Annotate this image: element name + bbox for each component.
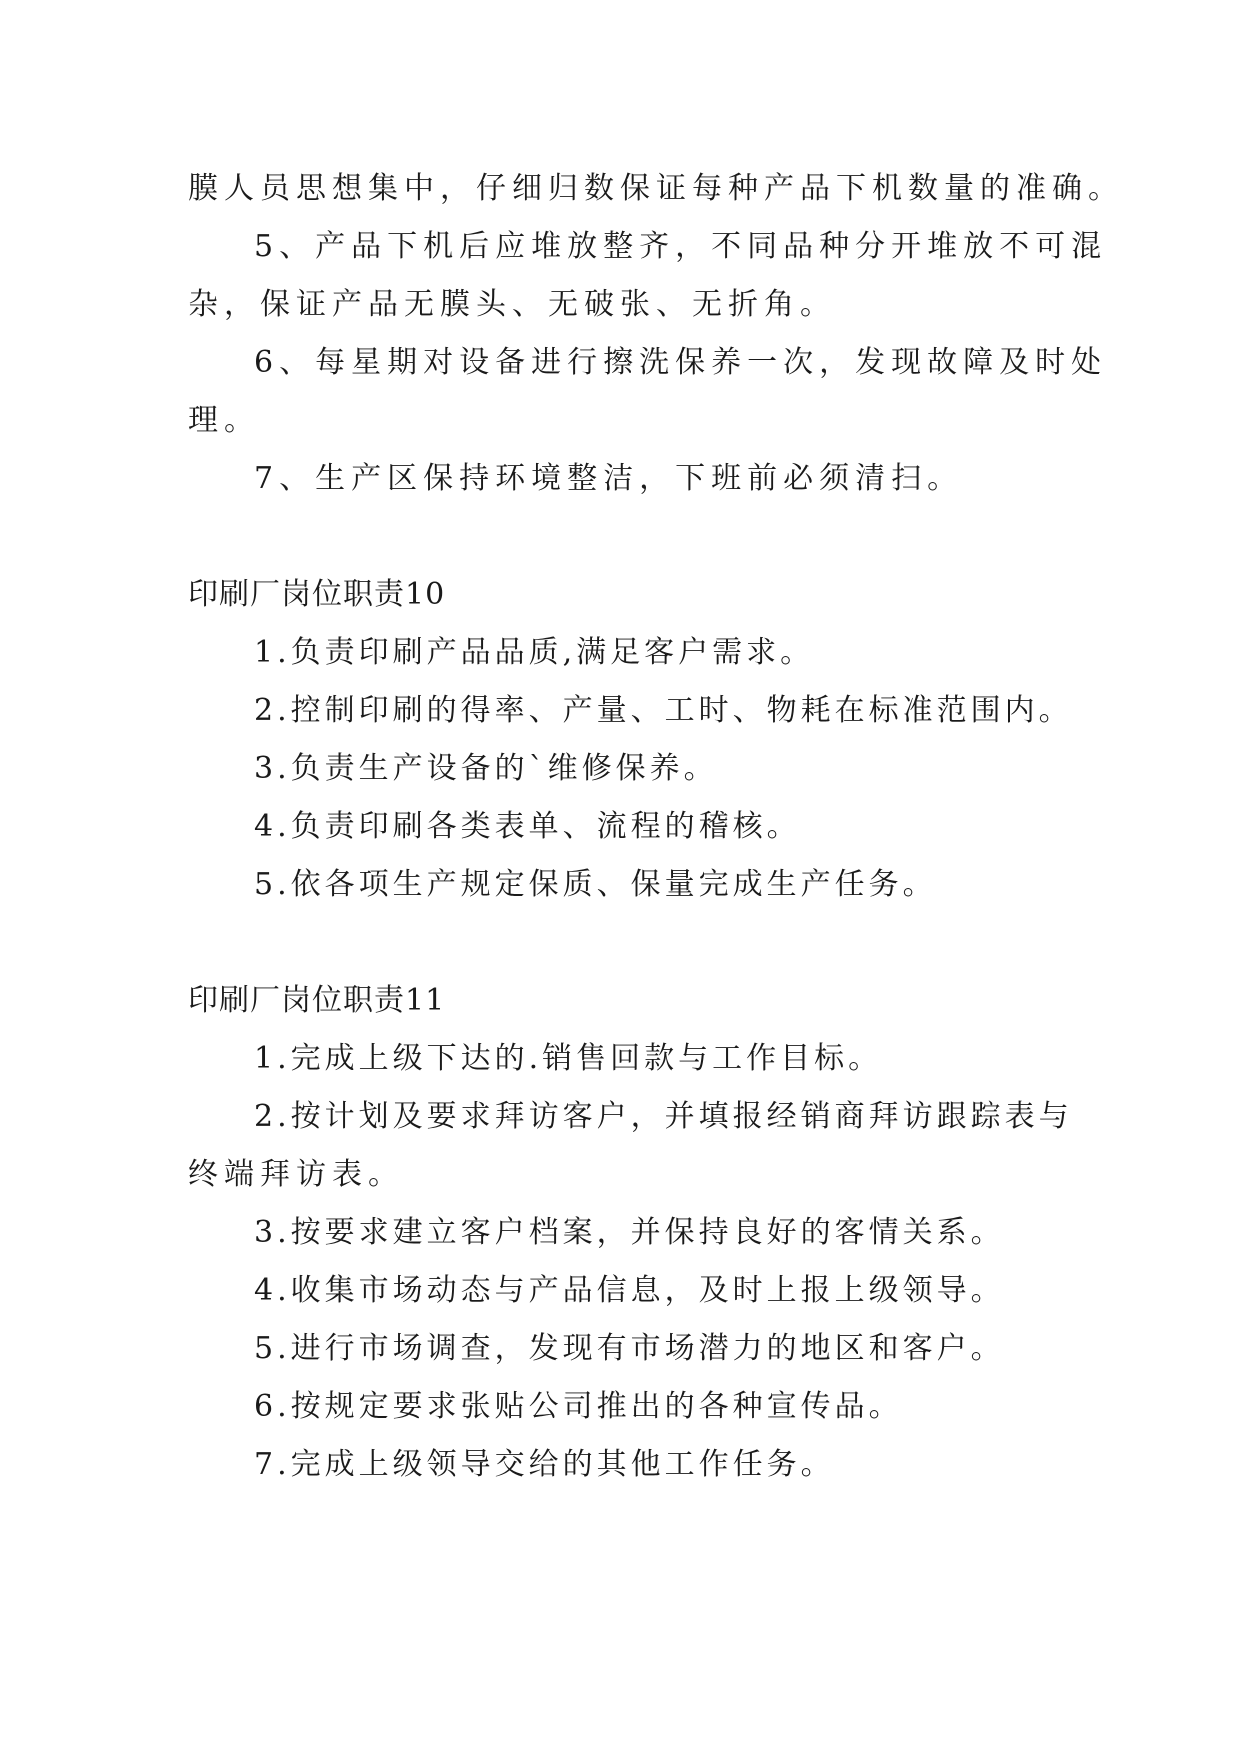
- section-11: [188, 972, 1073, 1494]
- list-item: 2.控制印刷的得率、产量、工时、物耗在标准范围内。: [254, 693, 1073, 728]
- paragraph-line: 理。: [188, 403, 260, 438]
- list-item: 5.进行市场调查，发现有市场潜力的地区和客户。: [254, 1331, 1005, 1366]
- section-gap: [188, 914, 1068, 972]
- list-item: 1.完成上级下达的.销售回款与工作目标。: [254, 1041, 883, 1076]
- list-item: 6.按规定要求张贴公司推出的各种宣传品。: [254, 1389, 903, 1424]
- paragraph-line: 6、每星期对设备进行擦洗保养一次，发现故障及时处: [254, 345, 1108, 380]
- paragraph-line: 杂，保证产品无膜头、无破张、无折角。: [188, 287, 836, 322]
- document-page: [188, 160, 1124, 1494]
- list-item: 1.负责印刷产品品质,满足客户需求。: [254, 635, 815, 670]
- list-item: 4.收集市场动态与产品信息，及时上报上级领导。: [254, 1273, 1005, 1308]
- section-title: 印刷厂岗位职责11: [188, 983, 446, 1018]
- list-item-continuation: 终端拜访表。: [188, 1157, 404, 1192]
- continuation-block: [188, 160, 1124, 508]
- list-item: 5.依各项生产规定保质、保量完成生产任务。: [254, 867, 937, 902]
- list-item: 3.负责生产设备的`维修保养。: [254, 751, 718, 786]
- list-item: 4.负责印刷各类表单、流程的稽核。: [254, 809, 801, 844]
- list-item: 3.按要求建立客户档案，并保持良好的客情关系。: [254, 1215, 1005, 1250]
- paragraph-line: 7、生产区保持环境整洁，下班前必须清扫。: [254, 461, 964, 496]
- section-gap: [188, 508, 1068, 566]
- section-10: [188, 566, 1073, 914]
- paragraph-line: 膜人员思想集中，仔细归数保证每种产品下机数量的准确。: [188, 171, 1124, 206]
- section-title: 印刷厂岗位职责10: [188, 577, 446, 612]
- list-item: 2.按计划及要求拜访客户，并填报经销商拜访跟踪表与: [254, 1099, 1073, 1134]
- paragraph-line: 5、产品下机后应堆放整齐，不同品种分开堆放不可混: [254, 229, 1108, 264]
- list-item: 7.完成上级领导交给的其他工作任务。: [254, 1447, 835, 1482]
